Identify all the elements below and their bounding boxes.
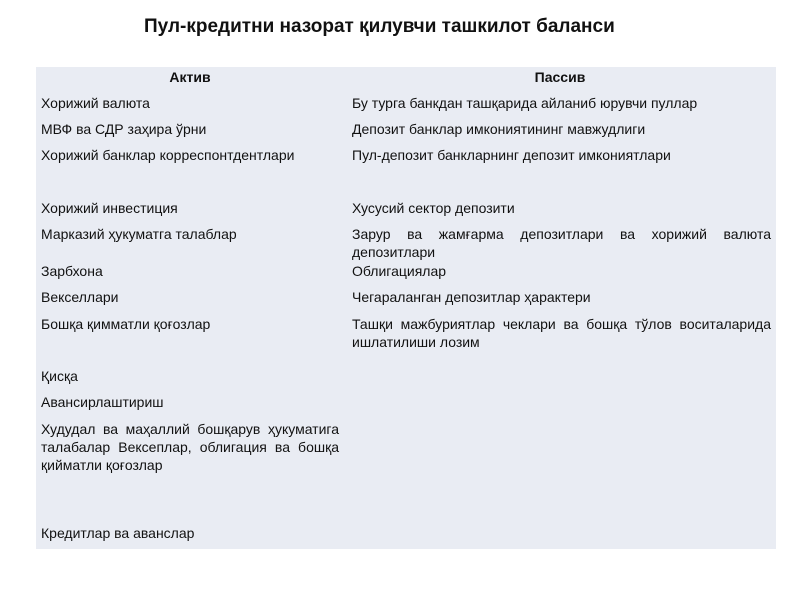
assets-header: Актив [169,69,211,85]
asset-item: Хорижий инвестиция [41,200,178,216]
asset-item: Зарбхона [41,263,103,279]
page-title: Пул-кредитни назорат қилувчи ташкилот баланси [144,16,615,37]
liabilities-header: Пассив [534,69,586,85]
liability-item: Бу турга банкдан ташқарида айланиб юрувчи пуллар [352,95,698,111]
asset-item: Векселлари [41,289,119,305]
asset-item: Худудал ва маҳаллий бошқарув ҳукуматига талабалар Вексеплар, облигация ва бошқа қийматли қоғозлар [41,421,339,473]
asset-item: Бошқа қимматли қоғозлар [41,316,211,332]
asset-item: Кредитлар ва аванслар [41,525,195,541]
liability-item: Зарур ва жамғарма депозитлари ва хорижий валюта депозитлари [352,226,771,260]
liability-item: Хусусий сектор депозити [352,200,515,216]
liability-item: Облигациялар [352,263,447,279]
asset-item: Қисқа [41,368,78,384]
asset-item: Авансирлаштириш [41,394,164,410]
asset-item: Хорижий валюта [41,95,150,111]
liability-item: Пул-депозит банкларнинг депозит имкониятлари [352,147,671,163]
balance-table [36,67,776,549]
liability-item: Ташқи мажбуриятлар чеклари ва бошқа тўлов воситаларида ишлатилиши лозим [352,316,771,350]
asset-item: МВФ ва СДР заҳира ўрни [41,121,207,137]
asset-item: Хорижий банклар корреспонтдентлари [41,147,295,163]
asset-item: Марказий ҳукуматга талаблар [41,226,237,242]
liability-item: Депозит банклар имкониятининг мавжудлиги [352,121,646,137]
liability-item: Чегараланган депозитлар ҳарактери [352,289,591,305]
